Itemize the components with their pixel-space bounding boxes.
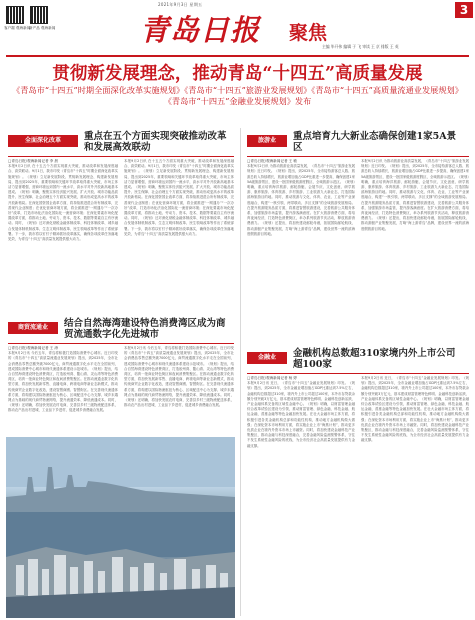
article-text: 本报9月2日讯 在十五五个方面实现重大突破，推动改革和发展深度融合、高效联动。9月1日，我市印发《青岛市“十四五”时期全面深化改革实施规划》。《规划》立足新发展阶段、贯彻新发展理念、构建新发展格局，提出到2025年，重要领域和关键环节改革取得重大突破，市场主体活力显著增强，营商环境达到国内一流水平，高水平对外开放新高地基本建成。《规划》明确，聚焦实体经济振兴发展、扩大开放、城市功能品质提升、民生保障、社会治理五个方面实现突破，推动形成更高水平的改革开放新格局。在深化国资国企改革方面，将持续推进混合所有制改革，完善现代企业制度；在优化营商环境方面，将全面推进“一网通办”“一次办好”改革，打造市场化法治化国际化一流营商环境；在深化要素市场化配置改革方面，将推动土地、劳动力、资本、技术、数据等要素自主有序流动。同时，《规划》还对深化财税金融体制改革、科技体制改革、城乡融合发展体制机制改革、生态文明体制改革、民生领域改革等作出了系统部署。下一步，我市将以钉钉子精神抓好改革落实，确保各项改革任务落地见效，为青岛“十四五”高质量发展提供强大动力。 [8,164,118,242]
page-number: 3 [455,2,473,18]
article-title-reform: 重点在五个方面实现突破推动改革和发展高效联动 [84,131,227,153]
qr-label-client: 客户端 观海新闻 [4,26,31,30]
article-body-reform-col2 [124,159,234,314]
date-line: 2021年9月3日 星期五 [158,2,203,7]
qr-code-client [6,6,24,24]
section-name: 聚焦 [289,22,328,44]
article-byline: □青岛日报/观海新闻记者 李 晨 [8,159,59,163]
section-rule [247,156,469,157]
article-body-reform-col1 [8,159,118,314]
article-body-commerce-col1 [8,346,118,434]
section-rule [247,373,469,374]
topic-tag-reform: 全面深化改革 [8,135,78,147]
section-rule [8,343,234,344]
article-byline: □青岛日报/观海新闻记者 杨 婷 [247,376,298,380]
article-body-commerce-col2 [124,346,234,434]
coastal-city-photo [6,437,235,618]
topic-tag-finance: 金融业 [247,352,287,364]
article-body-finance-col2 [361,376,469,616]
article-text: 本报9月2日讯 今后五年，青岛将积极打造国际消费中心城市。近日印发的《青岛市“十四五”高质量流通业发展规划》提出，到2025年，全市社会消费品零售总额突破7000亿元，商贸流通数字化水平走在全国前列，建成国际消费中心城市和现代流通体系建设示范城市。《规划》提出，结合自然海湾建设特色消费湾区，打造胶州湾、鳌山湾、灵山湾等特色消费湾区，培育一批商业特色街区和夜间消费集聚区。在推动流通业数字化转型方面，将加快发展新零售、直播电商、跨境电商等新业态新模式，推动传统商贸企业数字化改造，建设智慧商圈、智慧街区。在完善现代流通体系方面，将构建以国际物流枢纽为核心、区域配送中心为支撑、城乡末端网点为基础的现代商贸物流网络，提升流通效率、降低流通成本。同时，《规划》还明确，将加快发展农村电商，完善县乡村三级物流配送体系，推动农产品出村进城、工业品下乡进村，促进城乡消费融合发展。 [124,346,234,408]
article-body-tourism-col1 [247,159,355,334]
editors-line: 主编 毕开伟 编辑 于 飞 审读 王 京 排版 王 英 [322,44,399,49]
article-body-finance-col1 [247,376,355,616]
article-text: 本报9月2日讯 今后五年，青岛将积极打造国际消费中心城市。近日印发的《青岛市“十四五”高质量流通业发展规划》提出，到2025年，全市社会消费品零售总额突破7000亿元，商贸流通数字化水平走在全国前列，建成国际消费中心城市和现代流通体系建设示范城市。《规划》提出，结合自然海湾建设特色消费湾区，打造胶州湾、鳌山湾、灵山湾等特色消费湾区，培育一批商业特色街区和夜间消费集聚区。在推动流通业数字化转型方面，将加快发展新零售、直播电商、跨境电商等新业态新模式，推动传统商贸企业数字化改造，建设智慧商圈、智慧街区。在完善现代流通体系方面，将构建以国际物流枢纽为核心、区域配送中心为支撑、城乡末端网点为基础的现代商贸物流网络，提升流通效率、降低流通成本。同时，《规划》还明确，将加快发展农村电商，完善县乡村三级物流配送体系，推动农产品出村进城、工业品下乡进村，促进城乡消费融合发展。 [8,351,118,413]
qr-code-app [30,6,48,24]
masthead-rule [6,55,469,57]
coastal-city-illustration [6,437,235,618]
column-divider [240,128,241,616]
article-body-tourism-col2 [361,159,469,334]
article-byline: □青岛日报/观海新闻记者 王 敏 [247,159,298,163]
article-text: 本报9月2日讯 近日，《青岛市“十四五”金融业发展规划》印发。《规划》提出，到2025年，全市金融业增加值占GDP比重达到7.5%左右，金融机构总数超过310家，境内外上市公司超过100家，本外币存贷款余额分别突破3万亿元，基本建成财富管理特色鲜明、金融科技创新活跃、产业金融体系完备的区域性金融中心。《规划》明确，以财富管理金融综合改革试验区建设为引领，推动财富管理、绿色金融、科技金融、航运金融、普惠金融等特色金融加快发展。在壮大金融市场主体方面，将积极引进各类金融机构总部和功能性机构，推动地方金融机构做大做强；在深化资本市场利用方面，将实施企业上市“海燕计划”，推动更多优质企业在境内外资本市场上市融资。同时，将加快建设金融科技产业集聚区，推动金融与科技深度融合，完善金融风险监测预警体系，守住不发生系统性金融风险的底线，为全市经济社会高质量发展提供有力金融支撑。 [361,376,469,443]
article-title-tourism: 重点培育九大新业态确保创建1家5A景区 [293,131,457,153]
article-title-finance: 金融机构总数超310家境内外上市公司超100家 [293,348,456,370]
article-text: 本报9月2日讯 在十五五个方面实现重大突破，推动改革和发展深度融合、高效联动。9月1日，我市印发《青岛市“十四五”时期全面深化改革实施规划》。《规划》立足新发展阶段、贯彻新发展理念、构建新发展格局，提出到2025年，重要领域和关键环节改革取得重大突破，市场主体活力显著增强，营商环境达到国内一流水平，高水平对外开放新高地基本建成。《规划》明确，聚焦实体经济振兴发展、扩大开放、城市功能品质提升、民生保障、社会治理五个方面实现突破，推动形成更高水平的改革开放新格局。在深化国资国企改革方面，将持续推进混合所有制改革，完善现代企业制度；在优化营商环境方面，将全面推进“一网通办”“一次办好”改革，打造市场化法治化国际化一流营商环境；在深化要素市场化配置改革方面，将推动土地、劳动力、资本、技术、数据等要素自主有序流动。同时，《规划》还对深化财税金融体制改革、科技体制改革、城乡融合发展体制机制改革、生态文明体制改革、民生领域改革等作出了系统部署。下一步，我市将以钉钉子精神抓好改革落实，确保各项改革任务落地见效，为青岛“十四五”高质量发展提供强大动力。 [124,159,234,236]
article-byline: □青岛日报/观海新闻记者 王 涛 [8,346,59,350]
page-headline: 贯彻新发展理念，推动青岛“十四五”高质量发展 [52,64,423,84]
masthead [0,0,475,58]
article-text: 本报9月2日讯 为推动旅游业高质量发展，《青岛市“十四五”旅游业发展规划》近日印发。《规划》提出，到2025年，全市接待游客总人数、旅游总收入持续增长，旅游业增加值占GDP比重进一步提高，确保创建1家5A级旅游景区，建设一批国家级旅游度假区、全域旅游示范区。《规划》明确，重点培育海洋旅游、邮轮游艇、会展节庆、文化创意、研学旅游、康养旅游、体育旅游、乡村旅游、工业旅游九大新业态，打造国际滨海旅游目的地。同时，推动旅游与文化、体育、农业、工业等产业深度融合，构建“一核引领、两带联动、多区支撑”的全域旅游发展格局。在提升旅游服务品质方面，将推进智慧旅游建设，完善旅游公共服务体系，加强旅游市场监管，提升游客满意度。在扩大旅游消费方面，将培育夜间经济，打造特色消费街区，举办系列旅游节庆活动，释放旅游消费潜力。《规划》还提出，将加快建设邮轮母港，拓展国际邮轮航线，推动游艇产业集聚发展，打响“海上游青岛”品牌，建设世界一流的滨海度假旅游目的地。 [247,164,355,236]
section-rule [8,156,234,157]
page-subhead: 《青岛市“十四五”时期全面深化改革实施规划》《青岛市“十四五”旅游业发展规划》《青岛市“十四五”高质量流通业发展规划》《青岛市“十四五”金融业发展规划》发布 [12,85,463,106]
topic-tag-tourism: 旅游业 [247,135,287,147]
qr-label-app: 新产品 观海新闻 [29,26,56,30]
article-text: 本报9月2日讯 为推动旅游业高质量发展，《青岛市“十四五”旅游业发展规划》近日印发。《规划》提出，到2025年，全市接待游客总人数、旅游总收入持续增长，旅游业增加值占GDP比重进一步提高，确保创建1家5A级旅游景区，建设一批国家级旅游度假区、全域旅游示范区。《规划》明确，重点培育海洋旅游、邮轮游艇、会展节庆、文化创意、研学旅游、康养旅游、体育旅游、乡村旅游、工业旅游九大新业态，打造国际滨海旅游目的地。同时，推动旅游与文化、体育、农业、工业等产业深度融合，构建“一核引领、两带联动、多区支撑”的全域旅游发展格局。在提升旅游服务品质方面，将推进智慧旅游建设，完善旅游公共服务体系，加强旅游市场监管，提升游客满意度。在扩大旅游消费方面，将培育夜间经济，打造特色消费街区，举办系列旅游节庆活动，释放旅游消费潜力。《规划》还提出，将加快建设邮轮母港，拓展国际邮轮航线，推动游艇产业集聚发展，打响“海上游青岛”品牌，建设世界一流的滨海度假旅游目的地。 [361,159,469,231]
article-title-commerce: 结合自然海湾建设特色消费湾区成为商贸流通数字化先进城市 [64,318,226,340]
topic-tag-commerce: 商贸流通业 [8,322,58,334]
article-text: 本报9月2日讯 近日，《青岛市“十四五”金融业发展规划》印发。《规划》提出，到2025年，全市金融业增加值占GDP比重达到7.5%左右，金融机构总数超过310家，境内外上市公司超过100家，本外币存贷款余额分别突破3万亿元，基本建成财富管理特色鲜明、金融科技创新活跃、产业金融体系完备的区域性金融中心。《规划》明确，以财富管理金融综合改革试验区建设为引领，推动财富管理、绿色金融、科技金融、航运金融、普惠金融等特色金融加快发展。在壮大金融市场主体方面，将积极引进各类金融机构总部和功能性机构，推动地方金融机构做大做强；在深化资本市场利用方面，将实施企业上市“海燕计划”，推动更多优质企业在境内外资本市场上市融资。同时，将加快建设金融科技产业集聚区，推动金融与科技深度融合，完善金融风险监测预警体系，守住不发生系统性金融风险的底线，为全市经济社会高质量发展提供有力金融支撑。 [247,381,355,448]
paper-logo: 青岛日报 [140,13,261,47]
